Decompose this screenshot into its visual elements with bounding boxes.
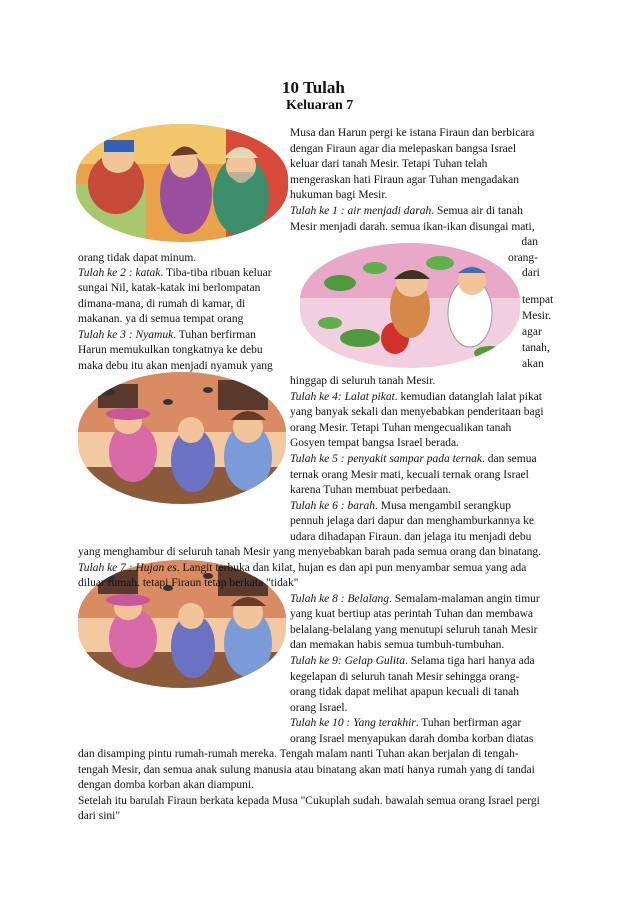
paragraph-line: dan disamping pintu rumah-rumah mereka. Tengah malam nanti Tuhan akan berjalan di tengah- [78,748,519,760]
wrap-word: akan [522,358,544,370]
paragraph-line: hinggap di seluruh tanah Mesir. [290,375,436,387]
plague-2-line: Tulah ke 2 : katak. Tiba-tiba ribuan keluar [78,267,272,279]
paragraph-line: yang menghambur di seluruh tanah Mesir yang menyebabkan barah pada semua orang dan binatang. [78,546,542,558]
plague-8-label: Tulah ke 8 : Belalang [290,593,390,605]
paragraph-line: yang banyak sekali dan menyebabkan penderitaan bagi [290,406,544,418]
plague-10-label: Tulah ke 10 : Yang terakhir [290,717,416,729]
plague-1-label: Tulah ke 1 : air menjadi darah. [290,205,435,217]
paragraph-line: orang tidak dapat melihat apapun kecuali di tanah [290,686,519,698]
wrap-word: agar [522,326,542,338]
paragraph-line: dimana-mana, di rumah di kamar, di [78,298,246,310]
wrap-word: tanah, [522,342,550,354]
paragraph-line: pennuh jelaga dari dapur dan menghamburkannya ke [290,515,534,527]
paragraph-line: orang Israel. [290,702,348,714]
paragraph-line: Musa dan Harun pergi ke istana Firaun dan berbicara [290,127,535,139]
paragraph-line: ternak orang Mesir mati, kecuali ternak orang Israel [290,469,529,481]
paragraph-line: udara dihadapan Firaun. dan jelaga itu menjadi debu [290,531,532,543]
paragraph-line: sungai Nil, katak-katak ini berlompatan [78,282,261,294]
plague-4-line: Tulah ke 4: Lalat pikat. kemudian datanglah lalat pikat [290,391,542,403]
wrap-word: orang- [507,252,538,264]
paragraph-line: Mesir menjadi darah. semua ikan-ikan disungai mati, [290,221,535,233]
paragraph-line: Setelah itu barulah Firaun berkata kepada Musa "Cukuplah sudah. bawalah semua orang Israel pergi [78,795,540,807]
plague-1-line: Tulah ke 1 : air menjadi darah. Semua air di tanah [290,205,523,217]
paragraph-line: orang tidak dapat minum. [78,252,197,264]
plague-9-label: Tulah ke 9: Gelap Gulita [290,655,405,667]
paragraph-line: mengeraskan hati Firaun agar Tuhan mengadakan [290,174,519,186]
paragraph-line: dengan Firaun agar dia melepaskan bangsa Israel [290,143,517,155]
paragraph-line: kegelapan di seluruh tanah Mesir sehingga orang- [290,671,520,683]
plague-6-line: Tulah ke 6 : barah. Musa mengambil serangkup [290,500,512,512]
plague-6-label: Tulah ke 6 : barah [290,500,375,512]
page-title: 10 Tulah [282,78,345,97]
paragraph-line: karena Tuhan membuat perbedaan. [290,484,451,496]
paragraph-line: makanan. ya di semua tempat orang [78,313,244,325]
plague-3-line: Tulah ke 3 : Nyamuk. Tuhan berfirman [78,329,256,341]
wrap-word: tempat [522,294,554,306]
paragraph-line: orang Mesir. Tetapi Tuhan mengecualikan tanah [290,422,512,434]
wrap-word: dan [521,236,538,248]
illustration-pharaoh-court [76,124,288,242]
plague-10-line: Tulah ke 10 : Yang terakhir. Tuhan berfirman agar [290,717,522,729]
plague-3-label: Tulah ke 3 : Nyamuk [78,329,174,341]
wrap-word: dari [522,267,540,279]
plague-7-line: Tulah ke 7 : Hujan es. Langit terbuka dan kilat, hujan es dan api pun menyambar semua yang ada [78,562,527,574]
paragraph-line: Harun memukulkan tongkatnya ke debu [78,344,263,356]
illustration-gnats [78,372,286,504]
paragraph-line: maka debu itu akan menjadi nyamuk yang [78,360,273,372]
paragraph-line: belalang-belalang yang menutupi seluruh tanah Mesir [290,624,538,636]
paragraph-line: keluar dari tanah Mesir. Tetapi Tuhan telah [290,158,488,170]
plague-8-line: Tulah ke 8 : Belalang. Semalam-malaman angin timur [290,593,540,605]
paragraph-line: diluar rumah. tetapi Firaun tetap berkata "tidak" [78,577,299,589]
paragraph-line: tengah Mesir, dan semua anak sulung manusia atau binatang akan mati hanya rumah yang di tandai [78,764,535,776]
paragraph-line: yang kuat bertiup atas perintah Tuhan dan membawa [290,608,534,620]
paragraph-line: orang Israel menyapukan darah domba korban diatas [290,733,534,745]
plague-2-label: Tulah ke 2 : katak [78,267,161,279]
plague-7-label: Tulah ke 7 : Hujan es [78,562,177,574]
wrap-word: Mesir. [522,310,552,322]
paragraph-line: dengan domba korban akan diampuni. [78,779,254,791]
plague-5-label: Tulah ke 5 : penyakit sampar pada ternak [290,453,482,465]
paragraph-line: dan memakan habis semua tumbuh-tumbuhan. [290,639,505,651]
page-subtitle: Keluaran 7 [286,98,354,113]
plague-4-label: Tulah ke 4: Lalat pikat [290,391,395,403]
paragraph-line: dari sini" [78,810,121,822]
paragraph-line: hukuman bagi Mesir. [290,189,388,201]
plague-9-line: Tulah ke 9: Gelap Gulita. Selama tiga hari hanya ada [290,655,535,667]
plague-5-line: Tulah ke 5 : penyakit sampar pada ternak. dan semua [290,453,537,465]
paragraph-line: Gosyen tempat bangsa Israel berada. [290,437,459,449]
